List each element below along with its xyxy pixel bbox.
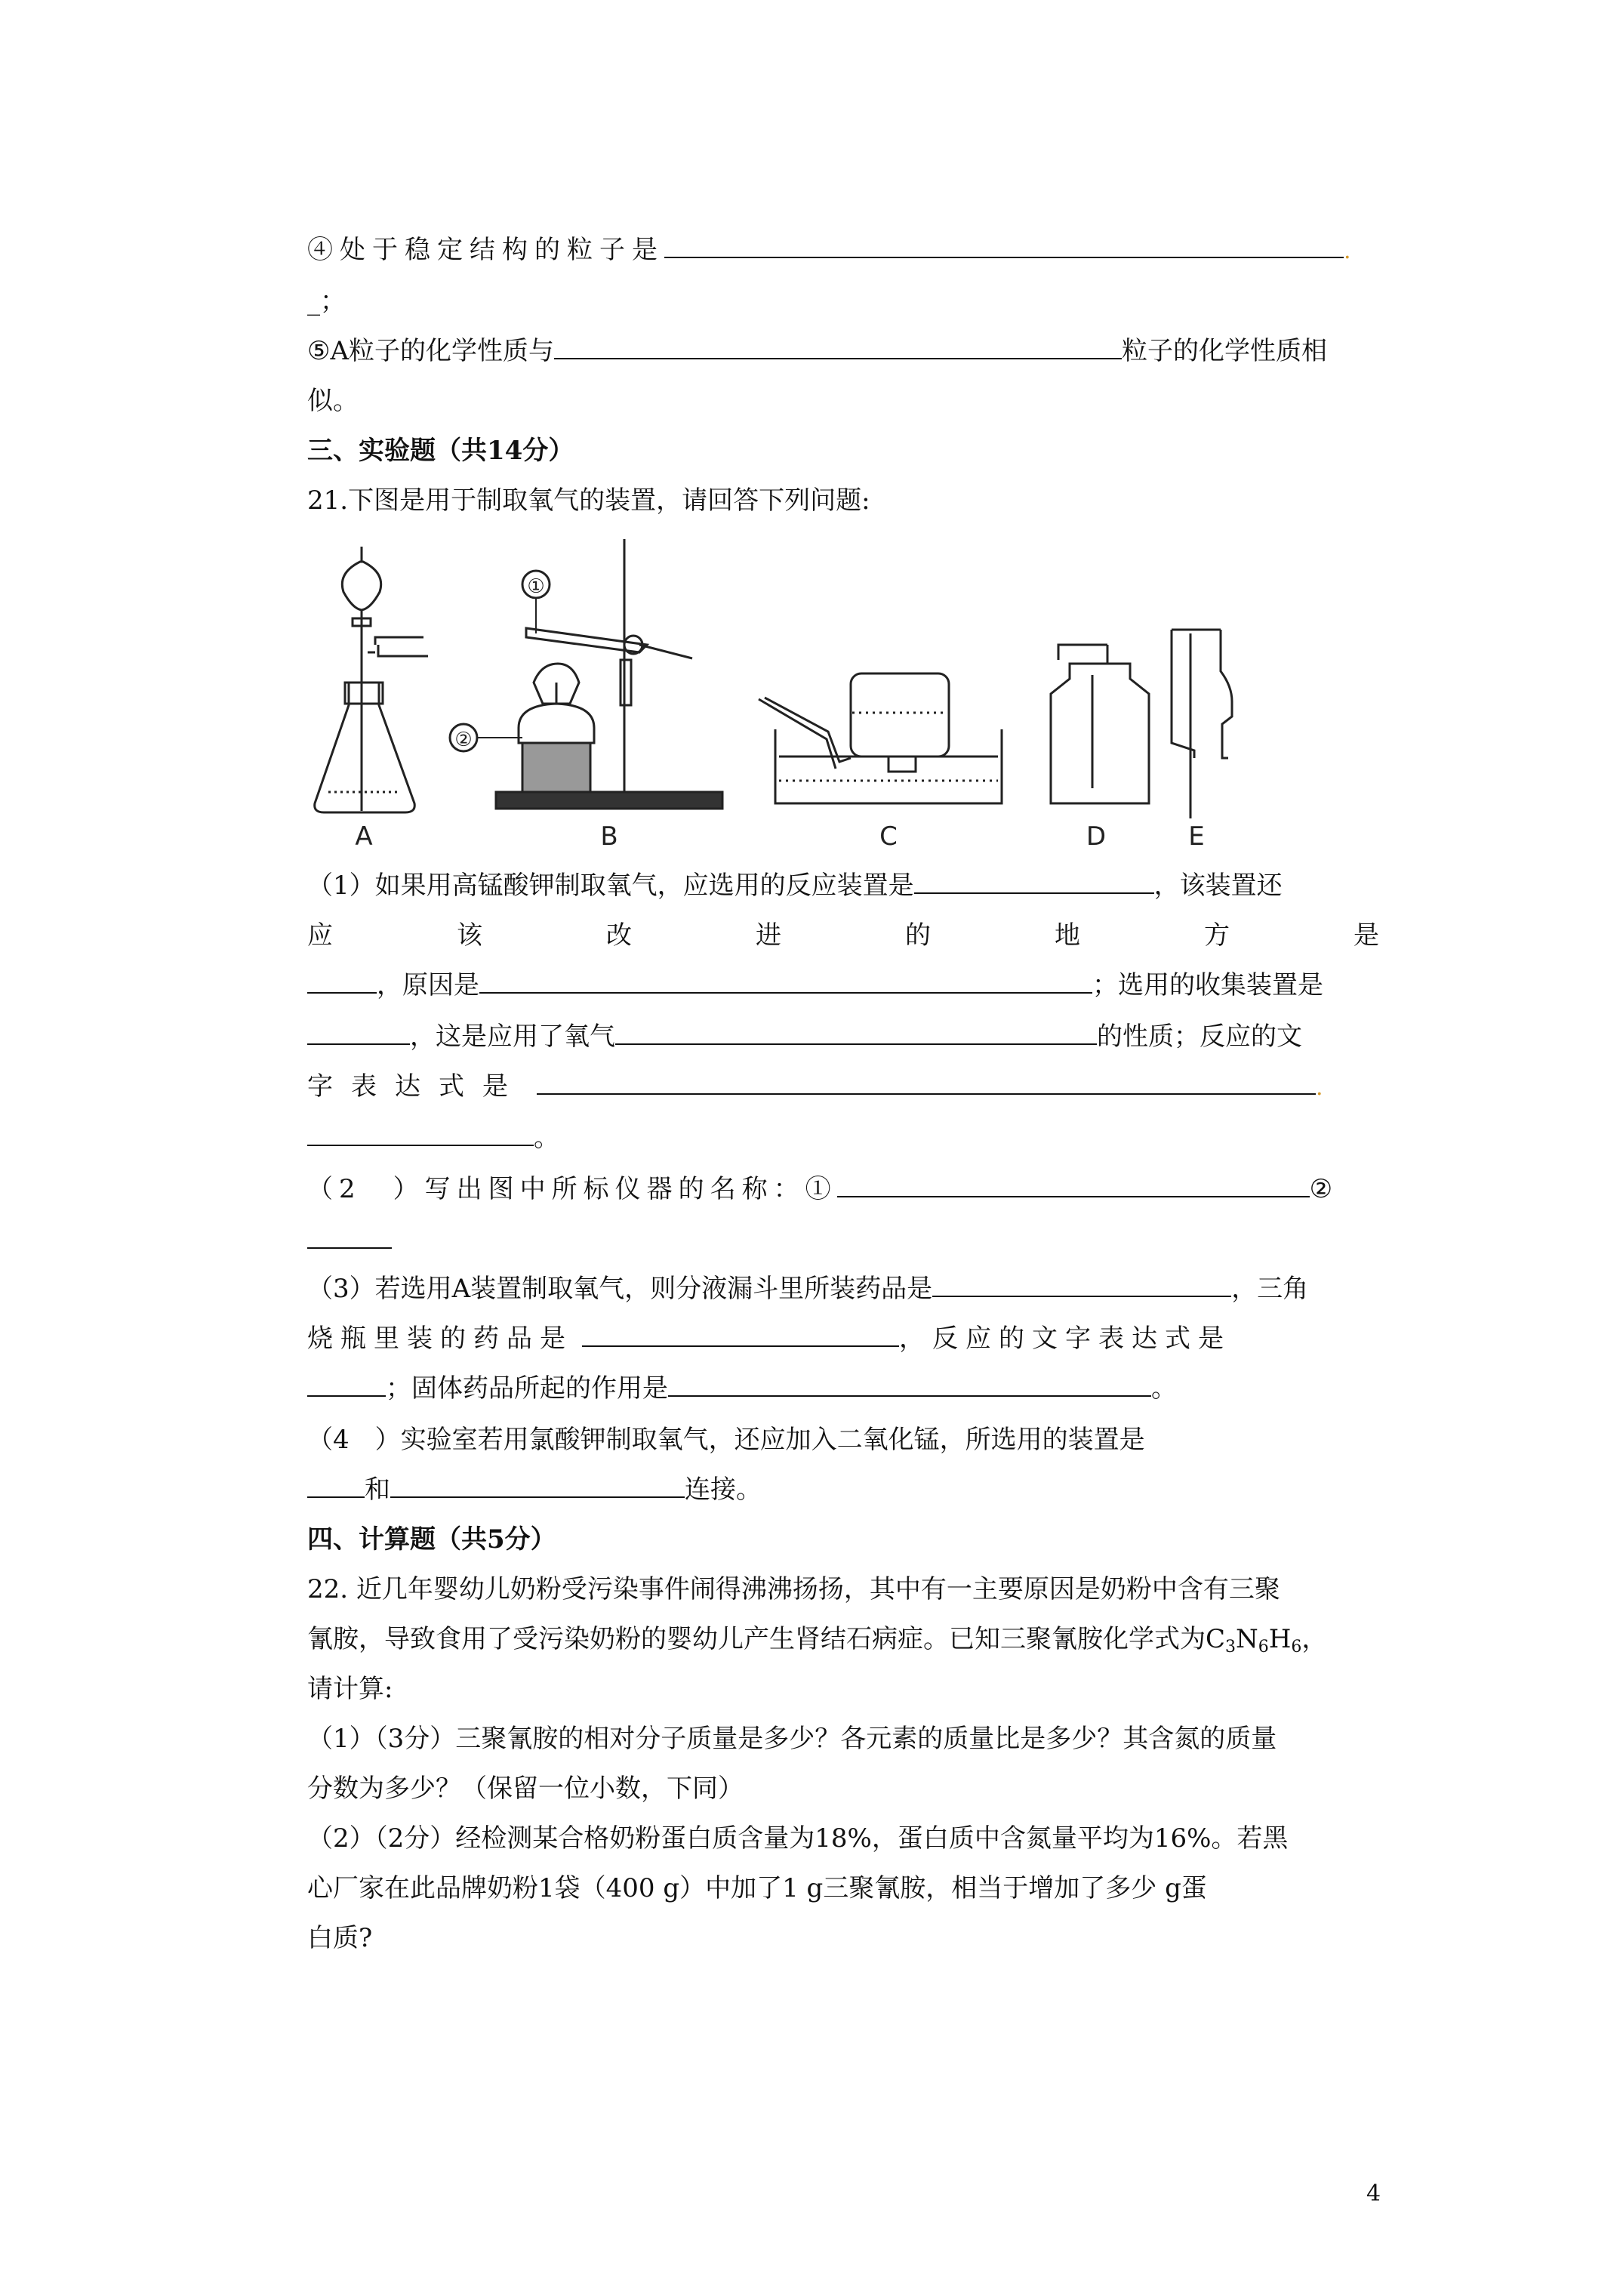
q21-p1-line4: ，这是应用了氧气 的性质；反应的文 — [307, 1019, 1379, 1054]
answer-blank[interactable] — [307, 1120, 534, 1146]
answer-blank[interactable] — [307, 1019, 410, 1045]
answer-blank[interactable] — [615, 1019, 1097, 1045]
section-3-title: 三、实验题（共14分） — [307, 436, 574, 466]
q21-p1-line3: ，原因是 ；选用的收集装置是 — [307, 968, 1379, 1003]
q21-p3-line1: （3）若选用A装置制取氧气，则分液漏斗里所装药品是 ，三角 — [307, 1271, 1379, 1306]
q22-line3: 请计算: — [307, 1674, 393, 1704]
label-e: E — [1188, 821, 1205, 852]
answer-blank[interactable] — [914, 868, 1154, 894]
answer-blank[interactable] — [668, 1371, 1151, 1397]
q21-p1-line5: 字表达式是 . — [307, 1069, 1379, 1105]
page-number: 4 — [1366, 2180, 1381, 2207]
label-d: D — [1086, 821, 1107, 852]
marker-2: ② — [454, 729, 473, 751]
marker-1: ① — [527, 575, 545, 598]
q20-item4: ④处于稳定结构的粒子是 . — [307, 233, 1379, 269]
label-b: B — [600, 821, 618, 852]
q22-line2: 氰胺，导致食用了受污染奶粉的婴幼儿产生肾结石病症。已知三聚氰胺化学式为$C_3N_6H_6$， — [307, 1624, 1328, 1657]
q22-line8: 白质? — [307, 1923, 373, 1953]
answer-blank[interactable] — [664, 233, 1344, 258]
apparatus-a-flask — [315, 547, 428, 812]
q21-p4-line2: 和 连接。 — [307, 1472, 1379, 1507]
q21-p2-line1: （2 ）写出图中所标仪器的名称：① ② — [307, 1172, 1379, 1207]
answer-blank[interactable] — [932, 1271, 1231, 1297]
answer-blank[interactable] — [537, 1069, 1316, 1095]
q20-item5-label: ⑤A粒子的化学性质与 — [307, 336, 555, 366]
answer-blank[interactable] — [307, 1223, 392, 1249]
answer-blank[interactable] — [554, 334, 1122, 359]
q21-p1-line6: 。 — [307, 1120, 1379, 1155]
label-c: C — [879, 821, 898, 852]
apparatus-e-bottle — [1172, 630, 1232, 818]
q21-p3-line3: ；固体药品所起的作用是 。 — [307, 1371, 1379, 1406]
answer-blank[interactable] — [582, 1321, 899, 1347]
apparatus-c-trough — [759, 673, 1002, 803]
q20-item5: ⑤A粒子的化学性质与 粒子的化学性质相 — [307, 334, 1379, 368]
q21-p4-line1: （4 ）实验室若用氯酸钾制取氧气，还应加入二氧化锰，所选用的装置是 — [307, 1425, 1145, 1455]
q20-item5-cont: 似。 — [307, 386, 359, 416]
apparatus-d-bottle — [1051, 645, 1149, 803]
answer-blank[interactable] — [390, 1472, 685, 1498]
q22-line5: 分数为多少？（保留一位小数，下同） — [307, 1774, 744, 1804]
label-a: A — [355, 821, 373, 852]
section-4-title: 四、计算题（共5分） — [307, 1524, 556, 1555]
q22-line7: 心厂家在此品牌奶粉1袋（400 g）中加了1 g三聚氰胺，相当于增加了多少 g蛋 — [307, 1873, 1207, 1903]
oxygen-apparatus-figure — [307, 532, 1258, 856]
q21-p1-line2: 应 该 改 进 的 地 方 是 — [307, 920, 1379, 951]
answer-blank[interactable] — [837, 1172, 1310, 1197]
q22-line6: （2）（2分）经检测某合格奶粉蛋白质含量为18%，蛋白质中含氮量平均为16%。若黑 — [307, 1823, 1289, 1854]
q22-line1: 22. 近几年婴幼儿奶粉受污染事件闹得沸沸扬扬，其中有一主要原因是奶粉中含有三聚 — [307, 1574, 1280, 1604]
q21-p3-line2: 烧瓶里装的药品是 ，反应的文字表达式是 — [307, 1321, 1379, 1356]
q20-item4-label: ④处于稳定结构的粒子是 — [307, 235, 664, 265]
q21-p1-line1: （1）如果用高锰酸钾制取氧气，应选用的反应装置是 ，该装置还 — [307, 868, 1379, 903]
answer-blank[interactable] — [307, 968, 377, 994]
q22-line4: （1）（3分）三聚氰胺的相对分子质量是多少？各元素的质量比是多少？其含氮的质量 — [307, 1724, 1277, 1754]
answer-blank[interactable] — [307, 1472, 365, 1498]
answer-blank[interactable] — [479, 968, 1092, 994]
q21-stem: 21.下图是用于制取氧气的装置，请回答下列问题: — [307, 485, 870, 516]
q20-item4-cont: _； — [307, 286, 346, 316]
answer-blank[interactable] — [307, 1371, 386, 1397]
q21-p2-line2 — [307, 1223, 1379, 1258]
